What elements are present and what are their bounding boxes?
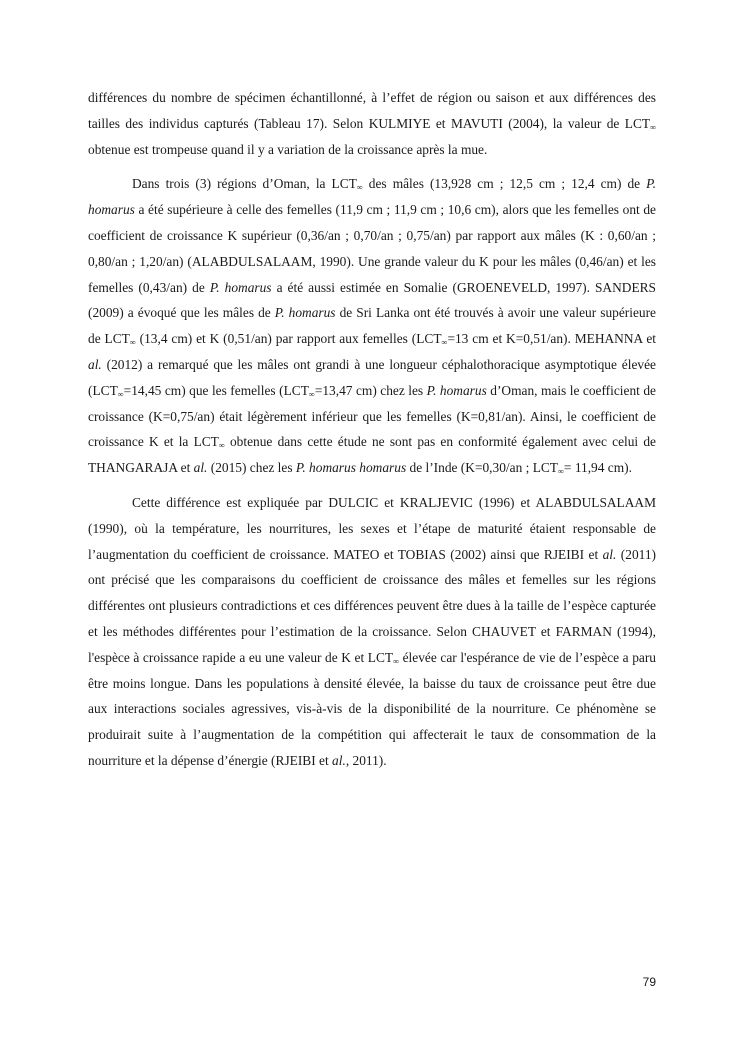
paragraph-1 [88,85,656,162]
text-run: =13 cm et K=0,51/an). MEHANNA et [447,331,656,347]
infinity-subscript: ∞ [441,338,448,348]
infinity-subscript: ∞ [218,441,225,451]
text-run: =13,47 cm) chez les [314,382,427,398]
paragraph-3 [88,490,656,774]
italic-term: P. homarus [274,305,336,321]
text-run: (2011) ont précisé que les comparaisons du coefficient de croissance des mâles et femelles sur les régions différentes ont plusieurs contradictions et ces différences peuvent être dues à la taille de l’espèce capturée et les méthodes différentes pour l’estimation de la croissance. Selon CHAUVET et FARMAN (1994), l'espèce à croissance rapide a eu une valeur de K et LCT [88,546,656,665]
infinity-subscript: ∞ [558,467,564,477]
italic-term: al. [332,752,346,768]
text-run: obtenue est trompeuse quand il y a variation de la croissance après la mue. [88,141,488,157]
infinity-subscript: ∞ [393,656,400,666]
italic-term: P. homarus [426,382,487,398]
infinity-subscript: ∞ [117,389,124,399]
italic-term: al. [193,460,208,476]
text-run: Cette différence est expliquée par DULCIC et KRALJEVIC (1996) et ALABDULSALAAM (1990), où la température, les nourritures, les sexes et l’étape de maturité étaient responsable de l’augmentation du coefficient de croissance. MATEO et TOBIAS (2002) ainsi que RJEIBI et [88,494,656,562]
infinity-subscript: ∞ [356,183,363,193]
italic-term: P. homarus [209,279,272,295]
text-run: a été aussi estimée en Somalie (GROENEVELD, 1997). SANDERS (2009) a évoqué que les mâles de [88,279,657,321]
infinity-subscript: ∞ [650,122,656,132]
document-body [88,85,656,783]
infinity-subscript: ∞ [129,338,136,348]
italic-term: P. homarus [88,176,656,218]
text-run: des mâles (13,928 cm ; 12,5 cm ; 12,4 cm) de [362,176,647,192]
paragraph-2 [88,171,656,481]
text-run: élevée car l'espérance de vie de l’espèce a paru être moins longue. Dans les populations à densité élevée, la baisse du taux de croissance peut être due aux interactions sociales agressives, vis-à-vis de la disponibilité de la nourriture. Ce phénomène se produirait suite à l’augmentation de la compétition qui affecterait le taux de consommation de la nourriture et la dépense d’énergie (RJEIBI et [88,649,656,768]
text-run: Dans trois (3) régions d’Oman, la LCT [132,176,357,192]
text-run: (2015) chez les [207,460,296,476]
text-run: de l’Inde (K=0,30/an ; LCT [406,460,558,476]
text-run: (2012) a remarqué que les mâles ont grandi à une longueur céphalothoracique asymptotique élevée (LCT [88,356,656,398]
italic-term: P. homarus homarus [295,460,407,476]
page-number: 79 [642,975,656,989]
text-run: = 11,94 cm). [563,460,632,476]
text-run: d’Oman, mais le coefficient de croissance (K=0,75/an) était légèrement inférieur que les femelles (K=0,81/an). Ainsi, le coefficient de croissance K et la LCT [88,382,656,450]
text-run: obtenue dans cette étude ne sont pas en conformité également avec celui de THANGARAJA et [88,434,656,476]
text-run: différences du nombre de spécimen échantillonné, à l’effet de région ou saison et aux différences des tailles des individus capturés (Tableau 17). Selon KULMIYE et MAVUTI (2004), la valeur de LCT [88,90,656,131]
text-run: de Sri Lanka ont été trouvés à avoir une valeur supérieure de LCT [88,305,656,347]
text-run: , 2011). [345,752,387,768]
text-run: (13,4 cm) et K (0,51/an) par rapport aux femelles (LCT [135,331,442,347]
italic-term: al. [88,356,102,372]
italic-term: al. [602,546,617,562]
infinity-subscript: ∞ [308,389,315,399]
text-run: =14,45 cm) que les femelles (LCT [123,382,309,398]
text-run: a été supérieure à celle des femelles (11,9 cm ; 11,9 cm ; 10,6 cm), alors que les femelles ont de coefficient de croissance K supérieur (0,36/an ; 0,70/an ; 0,75/an) par rapport aux mâles (K : 0,60/an ; 0,80/an ; 1,20/an) (ALABDULSALAAM, 1990). Une grande valeur du K pour les mâles (0,46/an) et les femelles (0,43/an) de [88,202,656,295]
